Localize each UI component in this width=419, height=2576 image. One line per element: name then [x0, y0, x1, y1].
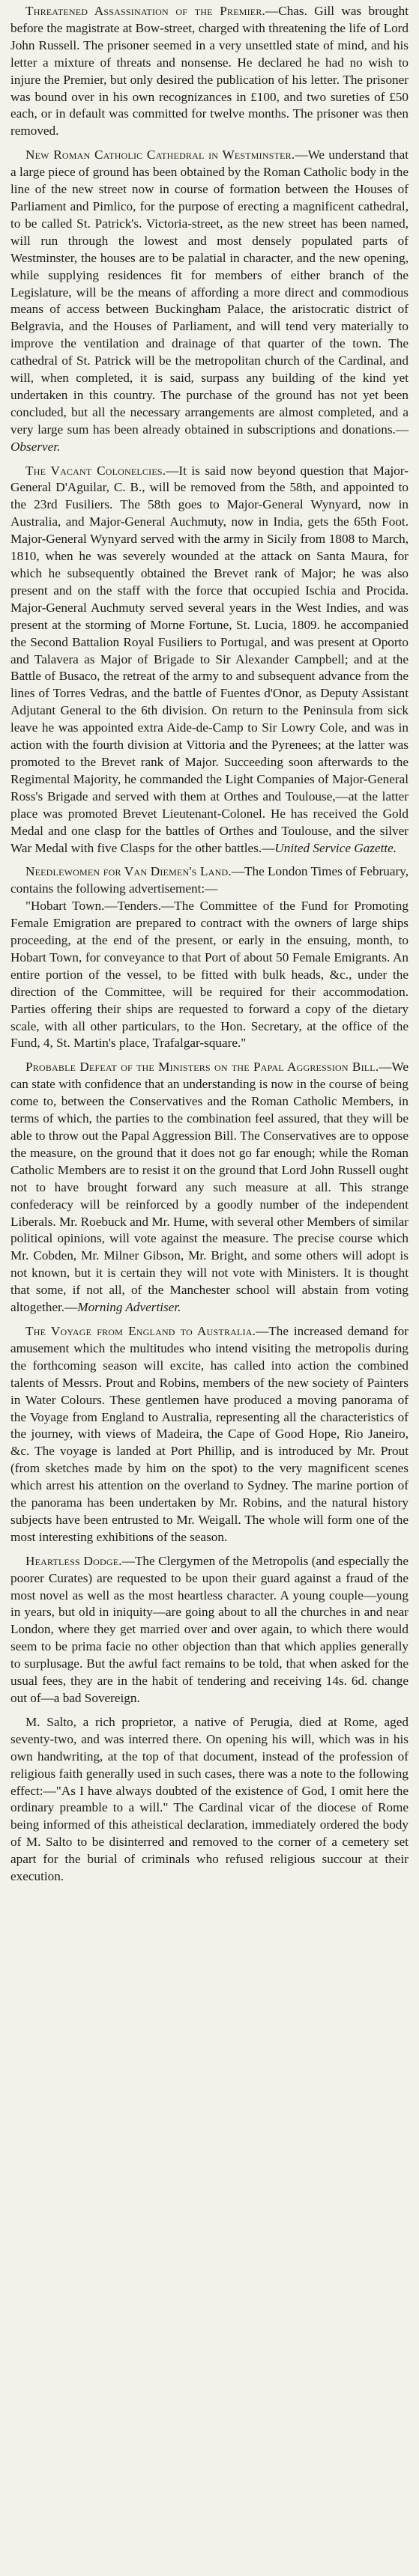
- article-quote: [10, 898, 409, 1052]
- article-heading: The Voyage from England to Australia.: [25, 1323, 256, 1338]
- article-source: Observer.: [10, 439, 61, 454]
- article-m-salto: [10, 1714, 409, 1886]
- article-paragraph: Probable Defeat of the Ministers on the Papal Aggression Bill.—We can state with confidence that an understanding is now in the course of being come to, between the Conservatives and the Roman Catholic Members, in terms of which, the parties to the combination feel assured, that they will be able to throw out the Papal Aggression Bill. The Conservatives are to oppose the measure, on the ground that it does not go far enough; while the Roman Catholic Members are to resist it on the ground that Lord John Russell ought not to have brought forward any such measure at all. This strange confederacy will be reinforced by a goodly number of the independent Liberals. Mr. Roebuck and Mr. Hume, with several other Members of similar political opinions, will vote against the measure. The precise course which Mr. Cobden, Mr. Milner Gibson, Mr. Bright, and some others will adopt is not known, but it is certain they will not vote with Ministers. It is thought that some, if not all, of the Manchester school will abstain from voting altogether.—Morning Advertiser.: [10, 1060, 409, 1315]
- article-body: —The London Times of February, contains the following advertisement:—: [10, 864, 409, 896]
- article-paragraph: [10, 3, 409, 140]
- article-body: —Chas. Gill was brought before the magistrate at Bow-street, charged with threatening the life of Lord John Russell. The prisoner seemed in a very unsettled state of mind, and his letter a mixture of threats and nonsense. He declared he had no wish to injure the Premier, but only desired the publication of his letter. The prisoner was bound over in his own recognizances in £100, and two sureties of £50 each, or in default was committed for twelve months. The prisoner was then removed.: [10, 4, 409, 139]
- article-body: M. Salto, a rich proprietor, a native of Perugia, died at Rome, aged seventy-two, and was interred there. On opening his will, which was in his own handwriting, at the top of that document, instead of the profession of religious faith generally used in such cases, there was a note to the following effect:—"As I have always doubted of the existence of God, I omit here the ordinary preamble to a will." The Cardinal vicar of the diocese of Rome being informed of this atheistical declaration, immediately ordered the body of M. Salto to be disinterred and removed to the corner of a cemetery set apart for the burial of criminals who refused religious succour at their execution.: [10, 1714, 409, 1884]
- article-threatened-assassination: [10, 3, 409, 140]
- article-voyage-england-australia: [10, 1323, 409, 1546]
- article-heading: Probable Defeat of the Ministers on the Papal Aggression Bill.: [25, 1060, 379, 1075]
- article-heading: New Roman Catholic Cathedral in Westminster.: [25, 148, 295, 162]
- article-paragraph: [10, 863, 409, 898]
- article-heading: Needlewomen for Van Diemen's Land.: [25, 864, 232, 879]
- article-paragraph: [10, 1553, 409, 1707]
- article-body: —We understand that a large piece of ground has been obtained by the Roman Catholic body in the line of the new street now in course of formation between the Houses of Parliament and Pimlico, for the purpose of erecting a magnificent cathedral, to be called St. Patrick's. Victoria-street, as the new street has been named, will run through the lowest and most densely populated parts of Westminster, the houses are to be palatial in character, and the new opening, while supplying residences fit for members of either branch of the Legislature, will be the means of affording a more direct and commodious means of access between Buckingham Palace, the aristocratic district of Belgravia, and the Houses of Parliament, and will tend very materially to improve the ventilation and drainage of that quarter of the town. The cathedral of St. Patrick will be the metropolitan church of the Cardinal, and will, when completed, it is said, surpass any building of the kind yet undertaken in this country. The purchase of the ground has not yet been concluded, but all the necessary arrangements are almost completed, and a very large sum has been already obtained in subscriptions and donations.: [10, 148, 409, 437]
- article-paragraph: The Vacant Colonelcies.—It is said now beyond question that Major-General D'Aguilar, C. B., will be removed from the 58th, and appointed to the 23rd Fusiliers. The 58th goes to Major-General Wynyard, now in Australia, and Major-General Auchmuty, now in India, gets the 65th Foot. Major-General Wynyard served with the army in Sicily from 1808 to March, 1810, when he was severely wounded at the attack on Santa Maura, for which he subsequently obtained the Brevet rank of Major; he was also present and on the staff with the force that occupied Ischia and Procida. Major-General Auchmuty served several years in the West Indies, and was present at the storming of Morne Fortune, St. Lucia, 1809. he accompanied the Second Battalion Royal Fusiliers to Portugal, and was present at Oporto and Talavera as Major of Brigade to Sir Alexander Campbell; and at the Battle of Busaco, the retreat of the army to and subsequent advance from the lines of Torres Vedras, and the battle of Fuentes d'Onor, as Deputy Assistant Adjutant General to the 6th division. On return to the Peninsula from sick leave he was appointed extra Aide-de-Camp to Sir Lowry Cole, and was in action with the fourth division at Vittoria and the Pyrenees; at the latter was promoted to the Brevet rank of Major. Succeeding soon afterwards to the Regimental Majority, he commanded the Light Companies of Major-General Ross's Brigade and served with them at Orthes and Toulouse,—at the latter place was promoted Brevet Lieutenant-Colonel. He has received the Gold Medal and one clasp for the battles of Orthes and Toulouse, and the silver War Medal with five Clasps for the other battles.—United Service Gazette.: [10, 463, 409, 855]
- article-needlewomen-van-diemens-land: [10, 863, 409, 1052]
- article-body: —The increased demand for amusement which the multitudes who intend visiting the metropolis during the forthcoming season will excite, has called into action the combined talents of Messrs. Prout and Robins, members of the new society of Painters in Water Colours. These gentlemen have produced a moving panorama of the Voyage from England to Australia, representing all the characteristics of the journey, with views of Madeira, the Cape of Good Hope, Rio Janeiro, &c. The voyage is landed at Port Phillip, and is introduced by Mr. Prout (from sketches made by him on the spot) to the very magnificent scenes which arrest his attention on the overland to Sydney. The marine portion of the panorama has been undertaken by Mr. Robins, and the natural history subjects have been entrusted to Mr. Weigall. The whole will form one of the most interesting exhibitions of the season.: [10, 1323, 409, 1544]
- article-body: —We can state with confidence that an understanding is now in the course of being come to, between the Conservatives and the Roman Catholic Members, in terms of which, the parties to the combination feel assured, that they will be able to throw out the Papal Aggression Bill. The Conservatives are to oppose the measure, on the ground that it does not go far enough; while the Roman Catholic Members are to resist it on the ground that Lord John Russell ought not to have brought forward any such measure at all. This strange confederacy will be reinforced by a goodly number of the independent Liberals. Mr. Roebuck and Mr. Hume, with several other Members of similar political opinions, will vote against the measure. The precise course which Mr. Cobden, Mr. Milner Gibson, Mr. Bright, and some others will adopt is not known, but it is certain they will not vote with Ministers. It is thought that some, if not all, of the Manchester school will abstain from voting altogether.: [10, 1060, 409, 1315]
- article-body: —The Clergymen of the Metropolis (and especially the poorer Curates) are requested to be upon their guard against a fraud of the most novel as well as the most heartless character. A young couple—young in years, but old in iniquity—are going about to all the churches in and near London, where they get married over and over again, to which there would seem to be prima facie no other objection than that which applies generally to surplusage. But the awful fact remains to be told, that when asked for the usual fees, they are in the habit of tendering and receiving 14s. 6d. change out of—a bad Sovereign.: [10, 1553, 409, 1705]
- article-heading: The Vacant Colonelcies.: [25, 463, 166, 478]
- article-probable-defeat-ministers: [10, 1059, 409, 1316]
- article-body: —It is said now beyond question that Major-General D'Aguilar, C. B., will be removed from the 58th, and appointed to the 23rd Fusiliers. The 58th goes to Major-General Wynyard, now in Australia, and Major-General Auchmuty, now in India, gets the 65th Foot. Major-General Wynyard served with the army in Sicily from 1808 to March, 1810, when he was severely wounded at the attack on Santa Maura, for which he subsequently obtained the Brevet rank of Major; he was also present and on the staff with the force that occupied Ischia and Procida. Major-General Auchmuty served several years in the West Indies, and was present at the storming of Morne Fortune, St. Lucia, 1809. he accompanied the Second Battalion Royal Fusiliers to Portugal, and was present at Oporto and Talavera as Major of Brigade to Sir Alexander Campbell; and at the Battle of Busaco, the retreat of the army to and subsequent advance from the lines of Torres Vedras, and the battle of Fuentes d'Onor, as Deputy Assistant Adjutant General to the 6th division. On return to the Peninsula from sick leave he was appointed extra Aide-de-Camp to Sir Lowry Cole, and was in action with the fourth division at Vittoria and the Pyrenees; at the latter was promoted to the Brevet rank of Major. Succeeding soon afterwards to the Regimental Majority, he commanded the Light Companies of Major-General Ross's Brigade and served with them at Orthes and Toulouse,—at the latter place was promoted Brevet Lieutenant-Colonel. He has received the Gold Medal and one clasp for the battles of Orthes and Toulouse, and the silver War Medal with five Clasps for the other battles.: [10, 463, 409, 855]
- article-paragraph: New Roman Catholic Cathedral in Westminster.—We understand that a large piece of ground has been obtained by the Roman Catholic body in the line of the new street now in course of formation between the Houses of Parliament and Pimlico, for the purpose of erecting a magnificent cathedral, to be called St. Patrick's. Victoria-street, as the new street has been named, will run through the lowest and most densely populated parts of Westminster, the houses are to be palatial in character, and the new opening, while supplying residences fit for members of either branch of the Legislature, will be the means of affording a more direct and commodious means of access between Buckingham Palace, the aristocratic district of Belgravia, and the Houses of Parliament, and will tend very materially to improve the ventilation and drainage of that quarter of the town. The cathedral of St. Patrick will be the metropolitan church of the Cardinal, and will, when completed, it is said, surpass any building of the kind yet undertaken in this country. The purchase of the ground has not yet been concluded, but all the necessary arrangements are almost completed, and a very large sum has been already obtained in subscriptions and donations.—Observer.: [10, 148, 409, 454]
- article-vacant-colonelcies: [10, 463, 409, 857]
- article-source: United Service Gazette.: [274, 840, 397, 855]
- article-paragraph: [10, 1714, 409, 1886]
- article-heading: Threatened Assassination of the Premier.: [25, 4, 266, 18]
- article-new-roman-catholic-cathedral: [10, 147, 409, 455]
- article-heartless-dodge: [10, 1553, 409, 1707]
- advertisement-text: "Hobart Town.—Tenders.—The Committee of the Fund for Promoting Female Emigration are prepared to contract with the owners of large ships proceeding, at the end of the present, or early in the ensuing, month, to Hobart Town, for conveyance to that Port of about 50 Female Emigrants. An entire portion of the vessel, to be fitted with bulk heads, &c., under the direction of the Committee, will be required for their accommodation. Parties offering their ships are requested to forward a copy of the dietary scale, with all other particulars, to the Hon. Secretary, at the office of the Fund, 4, St. Martin's place, Trafalgar-square.": [10, 899, 409, 1051]
- article-heading: Heartless Dodge.: [25, 1553, 122, 1568]
- article-source: Morning Advertiser.: [77, 1300, 181, 1315]
- article-paragraph: [10, 1323, 409, 1546]
